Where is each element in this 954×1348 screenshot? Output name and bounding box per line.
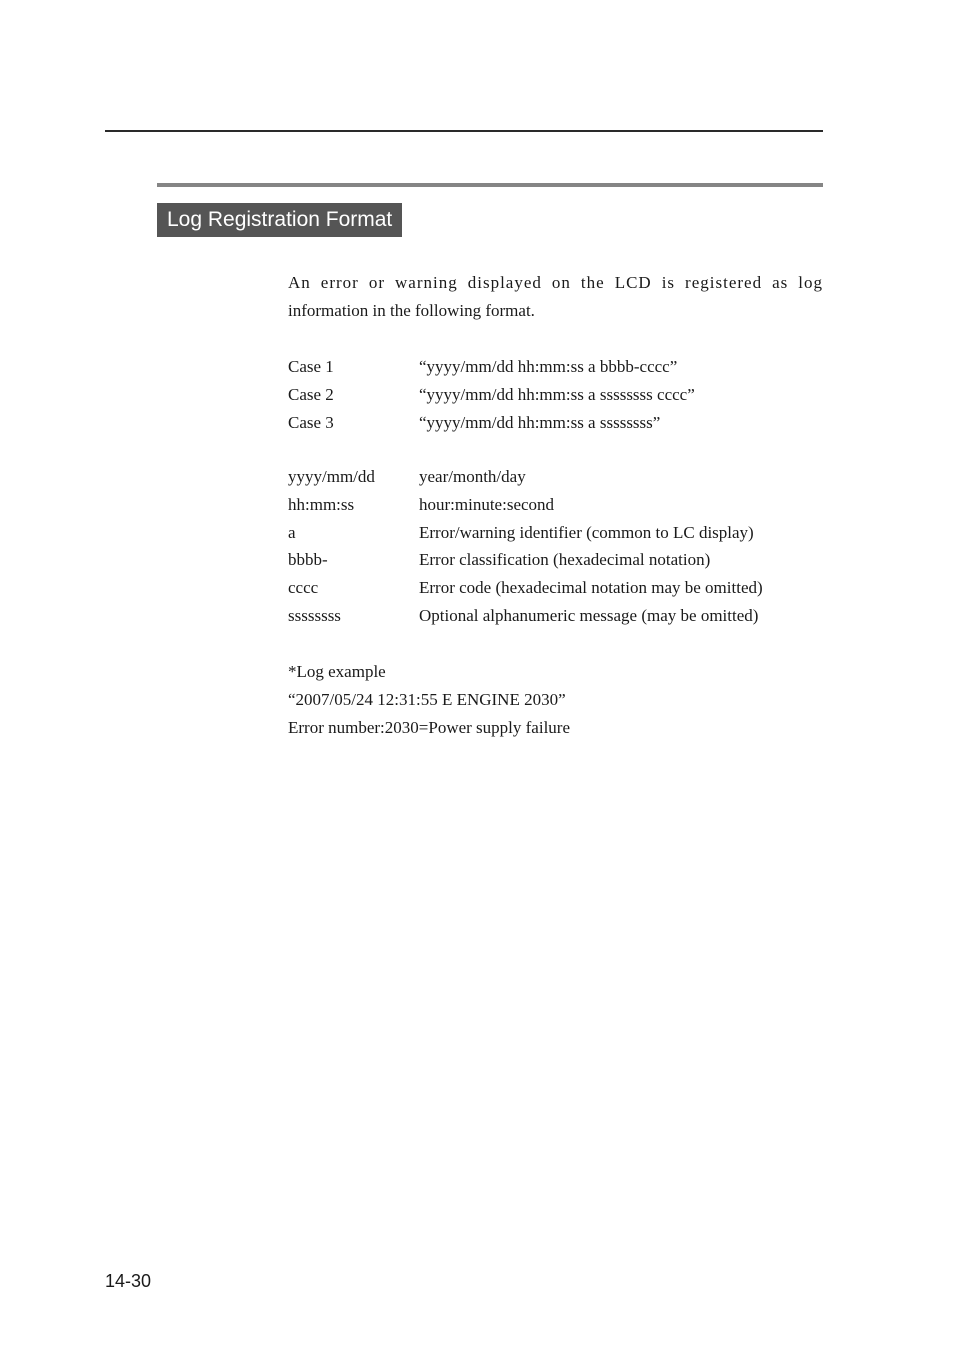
legend-key: cccc <box>288 578 319 598</box>
legend-desc: Error code (hexadecimal notation may be omitted) <box>419 578 763 598</box>
case-label: Case 1 <box>288 357 334 376</box>
legend-key: ssssssss <box>288 605 341 625</box>
legend-desc: Error/warning identifier (common to LC display) <box>419 522 754 542</box>
field-legend <box>288 463 828 630</box>
case-format: “yyyy/mm/dd hh:mm:ss a ssssssss cccc” <box>419 384 695 404</box>
case-row <box>288 381 828 409</box>
legend-row <box>288 519 828 547</box>
page-number: 14-30 <box>105 1271 152 1291</box>
section-title: Log Registration Format <box>157 203 402 237</box>
case-row <box>288 409 828 437</box>
legend-desc: year/month/day <box>419 467 526 486</box>
legend-desc: Error classification (hexadecimal notation) <box>419 550 711 570</box>
case-list <box>288 353 828 436</box>
intro-paragraph <box>288 269 823 325</box>
legend-row <box>288 602 828 630</box>
case-format: “yyyy/mm/dd hh:mm:ss a bbbb-cccc” <box>419 357 678 376</box>
case-format: “yyyy/mm/dd hh:mm:ss a ssssssss” <box>419 412 661 432</box>
legend-row <box>288 546 828 574</box>
log-example <box>288 658 570 741</box>
legend-key: a <box>288 522 296 542</box>
case-label: Case 2 <box>288 384 334 404</box>
legend-desc: hour:minute:second <box>419 494 555 514</box>
legend-row <box>288 574 828 602</box>
case-row <box>288 353 828 381</box>
legend-row <box>288 463 828 491</box>
example-heading: *Log example <box>288 662 386 681</box>
intro-line-2: information in the following format. <box>288 301 535 320</box>
legend-desc: Optional alphanumeric message (may be omitted) <box>419 605 759 625</box>
legend-key: yyyy/mm/dd <box>288 467 375 486</box>
legend-row <box>288 491 828 519</box>
example-note: Error number:2030=Power supply failure <box>288 717 570 737</box>
legend-key: bbbb- <box>288 550 328 570</box>
legend-key: hh:mm:ss <box>288 494 355 514</box>
header-rule <box>105 130 823 132</box>
intro-line-1: An error or warning displayed on the LCD is registered as log <box>288 273 823 292</box>
case-label: Case 3 <box>288 412 334 432</box>
section-rule <box>157 183 823 187</box>
example-log: “2007/05/24 12:31:55 E ENGINE 2030” <box>288 689 566 709</box>
